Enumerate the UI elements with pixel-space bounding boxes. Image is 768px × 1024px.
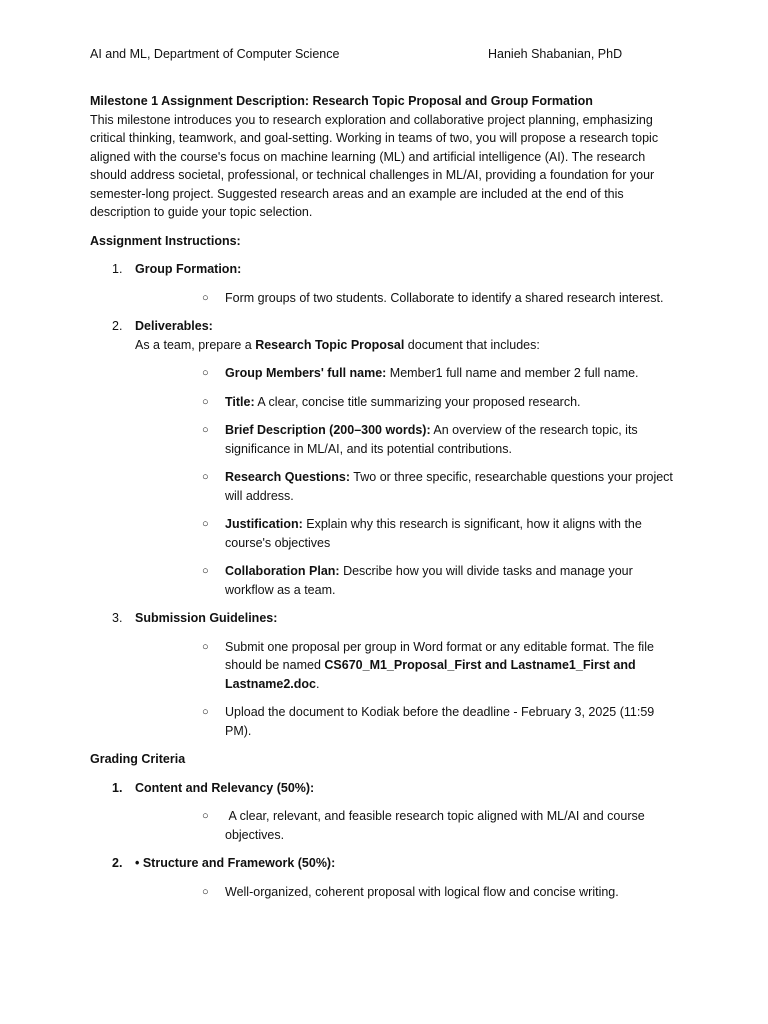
circle-bullet-icon: ○ <box>202 395 209 408</box>
instruction-item-submission <box>90 609 680 740</box>
sub-list-item <box>135 468 680 505</box>
instruction-item-group-formation <box>90 260 680 307</box>
deliverables-lead-prefix: As a team, prepare a <box>135 337 256 352</box>
header-department: AI and ML, Department of Computer Science <box>90 47 340 61</box>
circle-bullet-icon: ○ <box>202 291 209 304</box>
sub-list <box>135 289 680 308</box>
grading-heading: Grading Criteria <box>90 752 186 766</box>
sub-list <box>135 364 680 599</box>
sub-item-text: Submit one proposal per group in Word format or any editable format. The file should be named <box>225 639 654 672</box>
sub-item-label: Brief Description (200–300 words): <box>225 423 431 437</box>
intro-paragraph: This milestone introduces you to research exploration and collaborative project planning, emphasizing critical thinking, teamwork, and goal-setting. Working in teams of two, you will propose a research topic aligned with the course's focus on machine learning (ML) and artificial intelligence (AI). The research should address societal, professional, or technical challenges in ML/AI, providing a foundation for your semester-long project. Suggested research areas and an example are included at the end of this description to guide your topic selection. <box>90 112 659 219</box>
sub-item-text: Form groups of two students. Collaborate to identify a shared research interest. <box>225 290 664 305</box>
sub-list-item <box>135 289 680 308</box>
circle-bullet-icon: ○ <box>202 706 209 718</box>
instructions-heading: Assignment Instructions: <box>90 233 241 248</box>
document-body <box>90 92 680 911</box>
list-item-label: • Structure and Framework (50%): <box>135 856 336 870</box>
sub-item-text: An overview of the research topic, its significance in ML/AI, and its potential contributions. <box>225 423 638 456</box>
sub-list-item <box>135 703 680 740</box>
sub-list-item <box>135 515 680 552</box>
list-item-label: Submission Guidelines: <box>135 611 278 625</box>
sub-item-text: A clear, relevant, and feasible research topic aligned with ML/AI and course objectives. <box>225 809 649 842</box>
sub-item-text: Member1 full name and member 2 full name. <box>386 366 639 380</box>
grading-item-structure <box>90 854 680 901</box>
circle-bullet-icon: ○ <box>202 424 209 436</box>
circle-bullet-icon: ○ <box>202 565 209 577</box>
sub-item-label: Justification: <box>225 517 303 531</box>
document-title: Milestone 1 Assignment Description: Research Topic Proposal and Group Formation <box>90 94 593 108</box>
deliverables-lead-bold: Research Topic Proposal <box>255 337 405 352</box>
list-number: 2. <box>112 319 123 333</box>
sub-item-text-end: . <box>316 676 320 691</box>
sub-item-label: Title: <box>225 394 255 409</box>
instruction-item-deliverables <box>90 317 680 599</box>
list-item-label: Content and Relevancy (50%): <box>135 780 315 795</box>
deliverables-lead-suffix: document that includes: <box>404 337 540 352</box>
sub-item-text: A clear, concise title summarizing your proposed research. <box>254 394 581 409</box>
circle-bullet-icon: ○ <box>202 640 209 653</box>
sub-list <box>135 638 680 741</box>
sub-item-text: Two or three specific, researchable questions your project will address. <box>225 470 673 503</box>
sub-item-label: Collaboration Plan: <box>225 564 340 578</box>
list-item-label: Deliverables: <box>135 319 213 333</box>
circle-bullet-icon: ○ <box>202 810 209 822</box>
sub-list-item <box>135 807 680 844</box>
sub-list-item <box>135 364 680 383</box>
list-number: 3. <box>112 611 123 625</box>
circle-bullet-icon: ○ <box>202 471 209 483</box>
list-number: 1. <box>112 262 123 276</box>
list-number: 1. <box>112 780 123 795</box>
sub-list-item <box>135 883 680 902</box>
file-name: CS670_M1_Proposal_First and Lastname1_First and Lastname2.doc <box>225 658 636 691</box>
page-header <box>90 45 680 65</box>
circle-bullet-icon: ○ <box>202 518 209 530</box>
list-item-label: Group Formation: <box>135 262 242 276</box>
sub-item-text: Upload the document to Kodiak before the deadline - February 3, 2025 (11:59 PM). <box>225 705 655 738</box>
sub-item-text: Well-organized, coherent proposal with logical flow and concise writing. <box>225 884 619 899</box>
sub-item-label: Group Members' full name: <box>225 366 387 380</box>
sub-list-item <box>135 393 680 412</box>
list-number: 2. <box>112 856 123 870</box>
sub-list <box>135 883 680 902</box>
header-instructor: Hanieh Shabanian, PhD <box>488 47 623 61</box>
sub-item-text: Describe how you will divide tasks and manage your workflow as a team. <box>225 564 633 597</box>
sub-list <box>135 807 680 844</box>
sub-list-item <box>135 421 680 458</box>
sub-item-label: Research Questions: <box>225 470 351 484</box>
circle-bullet-icon: ○ <box>202 367 209 379</box>
sub-list-item <box>135 562 680 599</box>
circle-bullet-icon: ○ <box>202 885 209 898</box>
sub-list-item <box>135 638 680 694</box>
sub-item-text: Explain why this research is significant, how it aligns with the course's objectives <box>225 517 642 550</box>
grading-item-content <box>90 779 680 845</box>
